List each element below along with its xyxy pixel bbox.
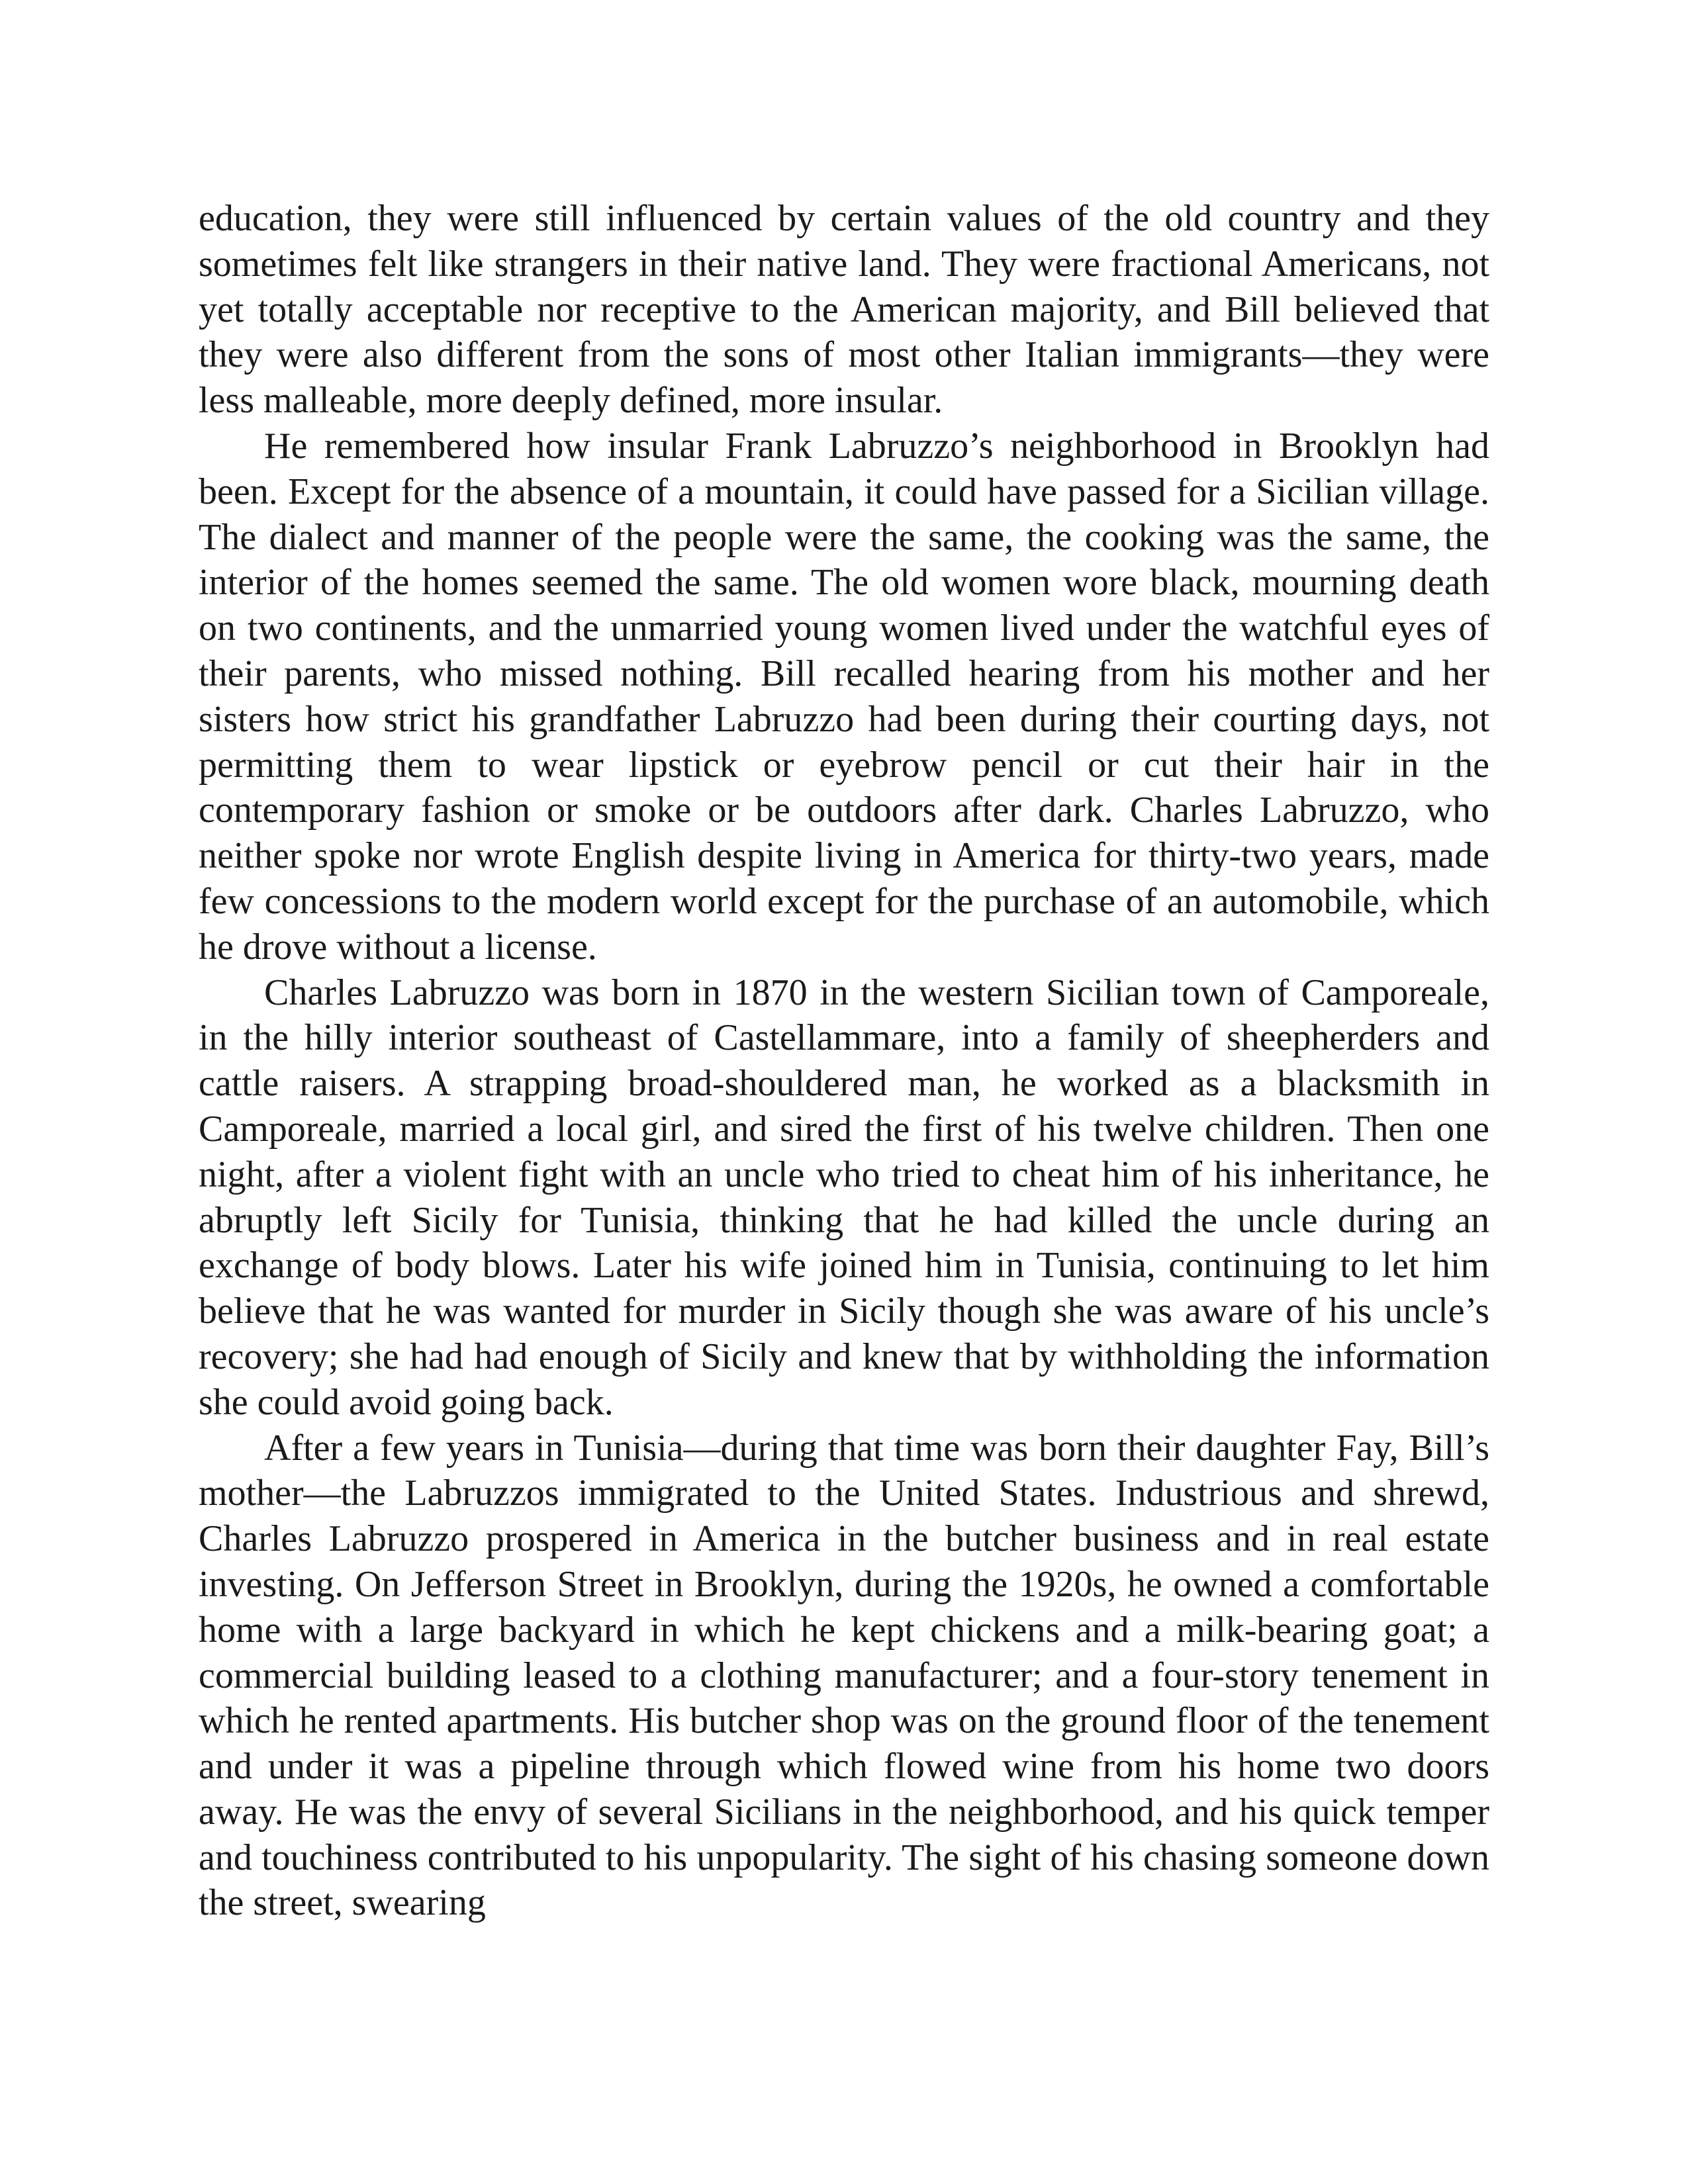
- paragraph-immigration: After a few years in Tunisia—during that time was born their daughter Fay, Bill’s mother—the Labruzzos immigrated to the United States. Industrious and shrewd, Charles Labruzzo prospered in America in the butcher business and in real estate investing. On Jefferson Street in Brooklyn, during the 1920s, he owned a comfortable home with a large backyard in which he kept chickens and a milk-bearing goat; a commercial building leased to a clothing manufacturer; and a four-story tenement in which he rented apartments. His butcher shop was on the ground floor of the tenement and under it was a pipeline through which flowed wine from his home two doors away. He was the envy of several Sicilians in the neighborhood, and his quick temper and touchiness contributed to his unpopularity. The sight of his chasing someone down the street, swearing: [199, 1427, 1489, 1924]
- paragraph-neighborhood: He remembered how insular Frank Labruzzo’s neighborhood in Brooklyn had been. Except for the absence of a mountain, it could have passed for a Sicilian village. The dialect and manner of the people were the same, the cooking was the same, the interior of the homes seemed the same. The old women wore black, mourning death on two continents, and the unmarried young women lived under the watchful eyes of their parents, who missed nothing. Bill recalled hearing from his mother and her sisters how strict his grandfather Labruzzo had been during their courting days, not permitting them to wear lipstick or eyebrow pencil or cut their hair in the contemporary fashion or smoke or be outdoors after dark. Charles Labruzzo, who neither spoke nor wrote English despite living in America for thirty-two years, made few concessions to the modern world except for the purchase of an automobile, which he drove without a license.: [199, 425, 1489, 968]
- paragraph-continuation: education, they were still influenced by certain values of the old country and they sometimes felt like strangers in their native land. They were fractional Americans, not yet totally acceptable nor receptive to the American majority, and Bill believed that they were also different from the sons of most other Italian immigrants—they were less malleable, more deeply defined, more insular.: [199, 198, 1489, 422]
- document-page: [199, 196, 1489, 2049]
- paragraph-charles-labruzzo-origins: Charles Labruzzo was born in 1870 in the western Sicilian town of Camporeale, in the hilly interior southeast of Castellammare, into a family of sheepherders and cattle raisers. A strapping broad-shouldered man, he worked as a blacksmith in Camporeale, married a local girl, and sired the first of his twelve children. Then one night, after a violent fight with an uncle who tried to cheat him of his inheritance, he abruptly left Sicily for Tunisia, thinking that he had killed the uncle during an exchange of body blows. Later his wife joined him in Tunisia, continuing to let him believe that he was wanted for murder in Sicily though she was aware of his uncle’s recovery; she had had enough of Sicily and knew that by withholding the information she could avoid going back.: [199, 972, 1489, 1423]
